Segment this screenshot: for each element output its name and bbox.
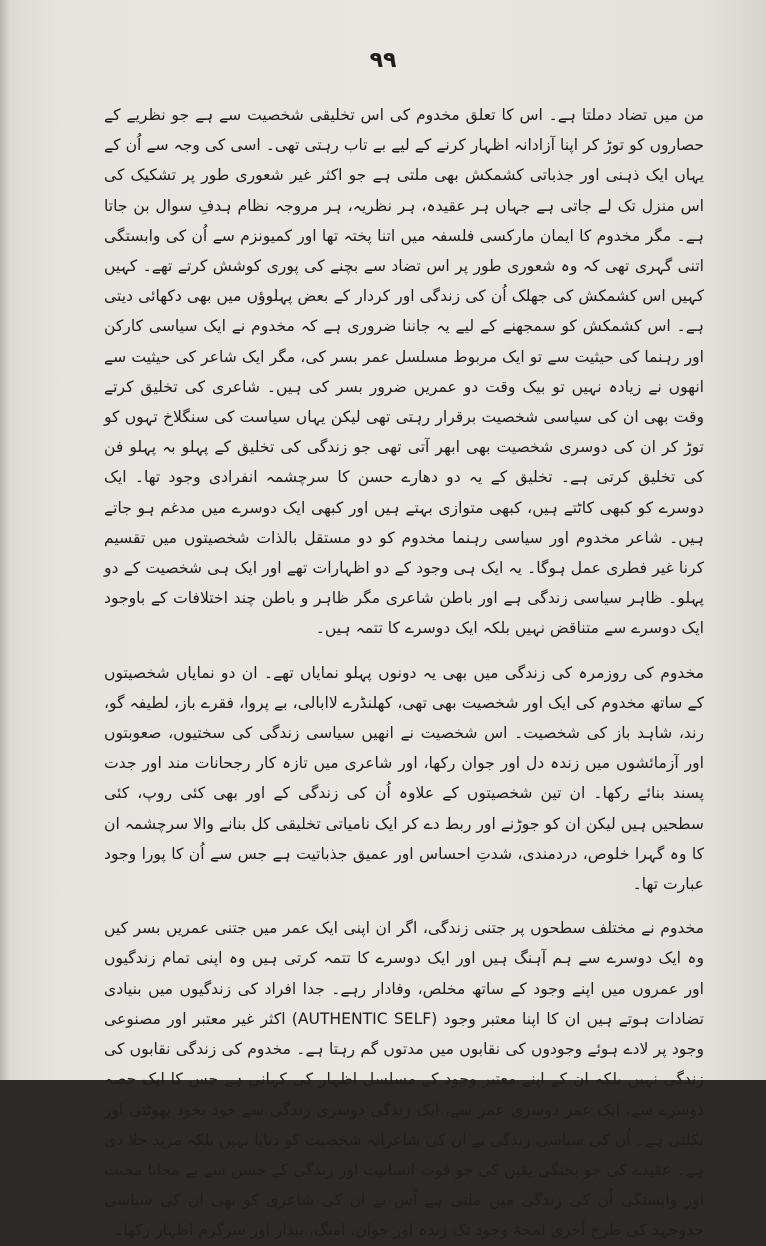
paragraph-2: مخدوم کی روزمرہ کی زندگی میں بھی یہ دونوں پہلو نمایاں تھے۔ ان دو نمایاں شخصیتوں کے ساتھ مخدوم کی ایک اور شخصیت بھی تھی، کھلنڈرے لاابالی، بے پروا، فقرے باز، لطیفہ گو، رند، شاہد باز کی شخصیت۔ اس شخصیت نے انھیں سیاسی زندگی کی سختیوں، صعوبتوں اور آزمائشوں میں زندہ دل اور جوان رکھا، اور شاعری میں تازہ کار رجحانات مند اور جدت پسند بنائے رکھا۔ ان تین شخصیتوں کے علاوہ اُن کی زندگی کے اور بھی کئی روپ، کئی سطحیں ہیں لیکن ان کو جوڑنے اور ربط دے کر ایک نامیاتی تخلیقی کل بنانے والا سرچشمہ ان کا وہ گہرا خلوص، دردمندی، شدتِ احساس اور عمیق جذباتیت ہے جس سے اُن کا پورا وجود عبارت تھا۔ bbox=[104, 663, 704, 894]
page-gutter-shadow bbox=[0, 0, 10, 1080]
page-number: ۹۹ bbox=[369, 48, 397, 73]
paragraph-3: مخدوم نے مختلف سطحوں پر جتنی زندگی، اگر ان اپنی ایک عمر میں جتنی عمریں بسر کیں وہ ایک دوسرے سے ہم آہنگ ہیں اور ایک دوسرے کا تتمہ کرتی ہیں وہ اپنی تمام زندگیوں اور عمروں میں اپنے وجود کے ساتھ مخلص، وفادار رہے۔ جدا افراد کی زندگیوں میں بنیادی تضادات ہوتے ہیں ان کا اپنا معتبر وجود (AUTHENTIC SELF) اکثر غیر معتبر اور مصنوعی وجود پر لادے ہوئے وجودوں کی نقابوں میں مدتوں گم رہتا ہے۔ مخدوم کی زندگی نقابوں کی زندگی نہیں بلکہ ان کے اپنے معتبر وجود کے مسلسل اظہار کی کہانی ہے جس کا ایک حصہ دوسرے سے، ایک عمر دوسری عمر سے، ایک زندگی دوسری زندگی سے خود بخود پھوٹتی اور نکلتی ہے۔ اُن کی سیاسی زندگی نے ان کی شاعرانہ شخصیت کو دبایا نہیں بلکہ مزید جلا دی ہے۔ عقیدے کی جو پختگی یقین کی جو قوت انسانیت اور زندگی کے حسن سے بے محابا محبت اور وابستگی اُن کی زندگی میں ملتی ہے اُس نے ان کی شاعری کو بھی ان کی سیاسی جدوجہد کی طرح آخری لمحۂ وجود تک زندہ اور جوان، امنگ، بیدار اور سرگرم اظہار رکھا۔ bbox=[104, 919, 705, 1240]
paragraph-1: من میں تضاد دملتا ہے۔ اس کا تعلق مخدوم کی اس تخلیقی شخصیت سے ہے جو نظریے کے حصاروں کو توڑ کر اپنا آزادانہ اظہار کرنے کے لیے بے تاب رہتی تھی۔ اسی کی وجہ سے اُن کے یہاں ایک ذہنی اور جذباتی کشمکش بھی ملتی ہے جو اکثر غیر شعوری طور پر تشکیک کی اس منزل تک لے جاتی ہے جہاں ہر عقیدہ، ہر نظریہ، ہر مروجہ نظام ہدفِ سوال بن جاتا ہے۔ مگر مخدوم کا ایمان مارکسی فلسفہ میں اتنا پختہ تھا اور کمیونزم سے اُن کی وابستگی اتنی گہری تھی کہ وہ شعوری طور پر اس تضاد سے بچنے کی پوری کوشش کرتے تھے۔ کہیں کہیں اس کشمکش کی جھلک اُن کی زندگی اور کردار کے بعض پہلوؤں میں بھی دکھائی دیتی ہے۔ اس کشمکش کو سمجھنے کے لیے یہ جاننا ضروری ہے کہ مخدوم نے ایک سیاسی کارکن اور رہنما کی حیثیت سے تو ایک مربوط مسلسل عمر بسر کی، مگر ایک شاعر کی حیثیت سے انھوں نے زیادہ نہیں تو بیک وقت دو عمریں ضرور بسر کی ہیں۔ شاعری کی تخلیق کرتے وقت بھی ان کی سیاسی شخصیت برقرار رہتی تھی لیکن یہاں سیاست کی سنگلاخ تہوں کو توڑ کر ان کی دوسری شخصیت بھی ابھر آتی تھی جو زندگی کی تخلیق کے پہلو بہ پہلو فن کی تخلیق کرتی ہے۔ تخلیق کے یہ دو دھارے حسن کا سرچشمہ انفرادی وجود تھا۔ ایک دوسرے کو کبھی کاٹتے ہیں، کبھی متوازی بہتے ہیں اور کبھی ایک دوسرے میں مدغم ہو جاتے ہیں۔ شاعر مخدوم اور سیاسی رہنما مخدوم کو دو مستقل بالذات شخصیتوں میں تقسیم کرنا غیر فطری عمل ہوگا۔ یہ ایک ہی وجود کے دو اظہارات تھے اور ایک ہی شخصیت کے دو پہلو۔ ظاہر سیاسی زندگی ہے اور باطن شاعری مگر ظاہر و باطن چند اختلافات کے باوجود ایک دوسرے سے متناقض نہیں بلکہ ایک دوسرے کا تتمہ ہیں۔ bbox=[104, 106, 704, 638]
body-text bbox=[104, 100, 704, 1246]
